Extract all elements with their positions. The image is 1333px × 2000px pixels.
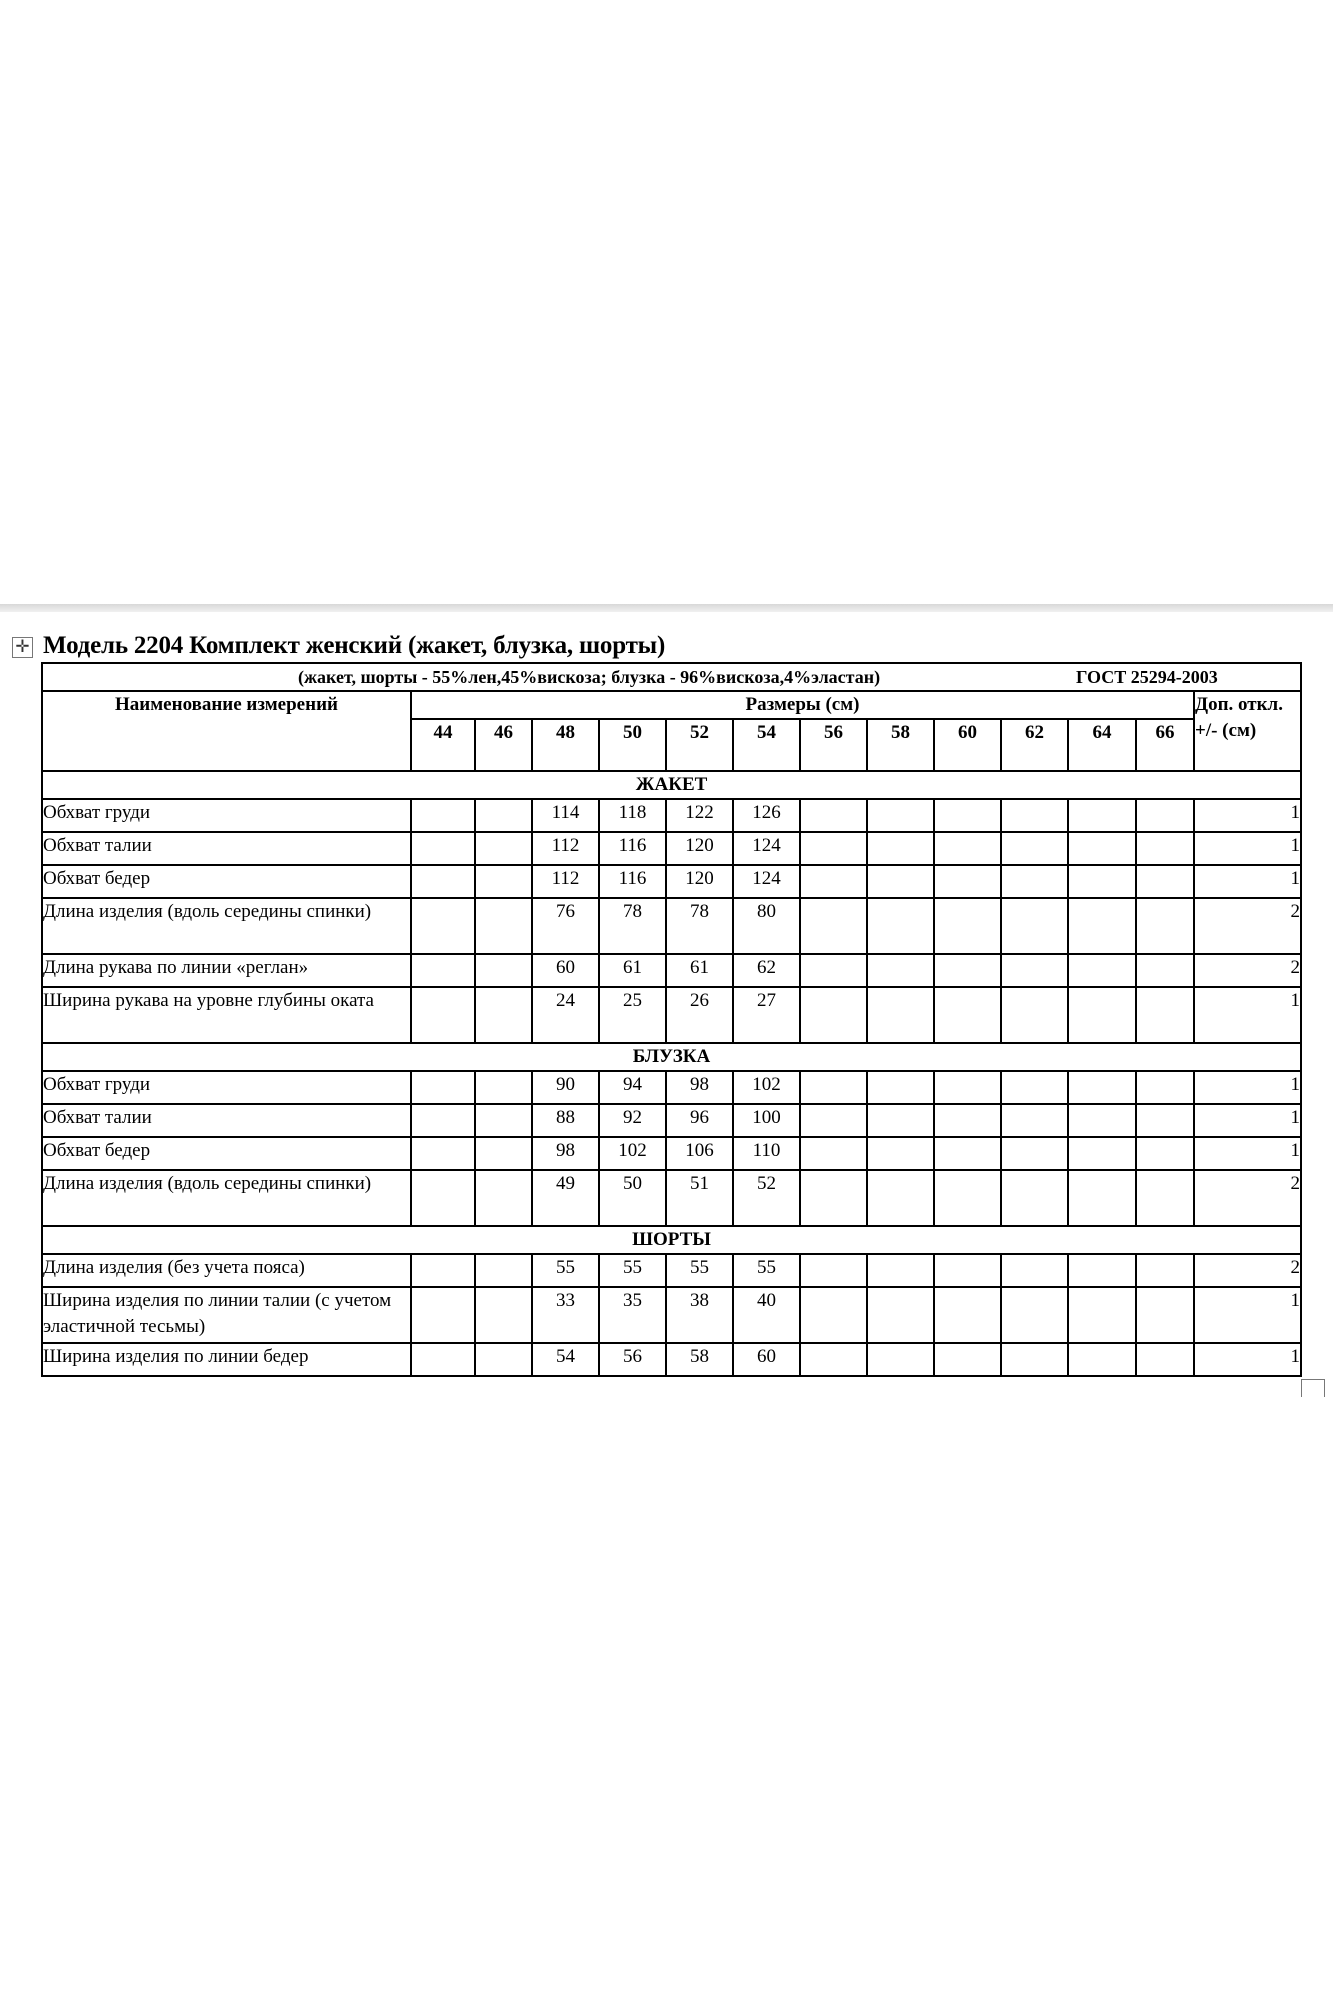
table-row [42,799,1301,832]
value-cell [411,799,475,832]
sizes-header: Размеры (см) [411,691,1194,719]
value-cell [800,1170,867,1226]
value-cell: 54 [532,1343,599,1376]
size-chart-table [41,662,1302,1377]
value-cell: 56 [599,1343,666,1376]
value-cell: 33 [532,1287,599,1343]
measurement-label: Обхват груди [42,799,411,832]
value-cell: 55 [532,1254,599,1287]
value-cell [800,1287,867,1343]
value-cell [475,1170,532,1226]
value-cell [475,1071,532,1104]
size-header-54: 54 [733,719,800,771]
measurement-label: Обхват талии [42,832,411,865]
value-cell: 124 [733,865,800,898]
size-header-60: 60 [934,719,1001,771]
value-cell [1001,1343,1068,1376]
header-row-sizes [42,691,1301,719]
value-cell [867,954,934,987]
value-cell [867,1071,934,1104]
table-row [42,954,1301,987]
value-cell [867,1170,934,1226]
value-cell [867,1137,934,1170]
measurement-label: Длина рукава по линии «реглан» [42,954,411,987]
measurement-label: Длина изделия (без учета пояса) [42,1254,411,1287]
value-cell [1068,865,1136,898]
size-header-50: 50 [599,719,666,771]
value-cell [800,1343,867,1376]
value-cell [800,1254,867,1287]
value-cell: 78 [599,898,666,954]
value-cell [1068,799,1136,832]
tolerance-cell: 1 [1194,987,1301,1043]
size-header-66: 66 [1136,719,1194,771]
value-cell [934,1170,1001,1226]
value-cell [475,954,532,987]
value-cell [1001,987,1068,1043]
value-cell [1136,1137,1194,1170]
value-cell [934,865,1001,898]
value-cell [411,1104,475,1137]
value-cell [867,1343,934,1376]
fabric-composition: (жакет, шорты - 55%лен,45%вискоза; блузка - 96%вискоза,4%эластан) [298,667,881,687]
value-cell [1001,832,1068,865]
value-cell: 76 [532,898,599,954]
value-cell: 52 [733,1170,800,1226]
tolerance-cell: 1 [1194,832,1301,865]
table-resize-handle[interactable] [1301,1379,1325,1397]
measurement-label: Длина изделия (вдоль середины спинки) [42,898,411,954]
table-row [42,898,1301,954]
value-cell: 90 [532,1071,599,1104]
table-row [42,1104,1301,1137]
value-cell [1068,1287,1136,1343]
tolerance-cell: 1 [1194,1071,1301,1104]
value-cell [1136,954,1194,987]
value-cell [867,1254,934,1287]
value-cell [1068,1254,1136,1287]
value-cell [475,1104,532,1137]
value-cell [867,987,934,1043]
value-cell [867,898,934,954]
value-cell [475,865,532,898]
size-header-56: 56 [800,719,867,771]
value-cell [800,1137,867,1170]
value-cell [934,954,1001,987]
table-row [42,1254,1301,1287]
section-title: ЖАКЕТ [42,771,1301,799]
value-cell [1136,799,1194,832]
value-cell: 40 [733,1287,800,1343]
section-title: БЛУЗКА [42,1043,1301,1071]
value-cell [411,987,475,1043]
value-cell [1068,1170,1136,1226]
value-cell [1001,898,1068,954]
tolerance-cell: 2 [1194,954,1301,987]
size-header-46: 46 [475,719,532,771]
value-cell [411,1137,475,1170]
measurement-label: Ширина изделия по линии талии (с учетом эластичной тесьмы) [42,1287,411,1343]
section-row [42,771,1301,799]
value-cell: 61 [666,954,733,987]
measurement-label: Длина изделия (вдоль середины спинки) [42,1170,411,1226]
document-title: Модель 2204 Комплект женский (жакет, блузка, шорты) [43,632,666,659]
value-cell [411,1254,475,1287]
size-header-52: 52 [666,719,733,771]
measurement-label: Обхват талии [42,1104,411,1137]
value-cell: 106 [666,1137,733,1170]
tolerance-cell: 2 [1194,1254,1301,1287]
table-row [42,987,1301,1043]
measurement-name-header: Наименование измерений [42,691,411,771]
value-cell [475,1137,532,1170]
value-cell [934,1343,1001,1376]
table-move-handle-icon[interactable]: ✛ [12,637,33,658]
value-cell [411,1343,475,1376]
value-cell [934,1287,1001,1343]
value-cell: 25 [599,987,666,1043]
value-cell: 51 [666,1170,733,1226]
value-cell: 55 [599,1254,666,1287]
value-cell [800,898,867,954]
value-cell [934,1104,1001,1137]
value-cell [1136,898,1194,954]
section-row [42,1043,1301,1071]
tolerance-cell: 1 [1194,1104,1301,1137]
value-cell: 55 [733,1254,800,1287]
value-cell: 94 [599,1071,666,1104]
tolerance-cell: 2 [1194,1170,1301,1226]
value-cell [1001,1071,1068,1104]
value-cell [1068,1104,1136,1137]
table-row [42,1170,1301,1226]
value-cell: 92 [599,1104,666,1137]
tolerance-cell: 1 [1194,799,1301,832]
value-cell [800,865,867,898]
value-cell: 96 [666,1104,733,1137]
value-cell [1136,865,1194,898]
value-cell [1001,799,1068,832]
value-cell: 100 [733,1104,800,1137]
measurement-label: Обхват бедер [42,1137,411,1170]
value-cell: 88 [532,1104,599,1137]
fabric-cell [42,663,1301,691]
value-cell: 122 [666,799,733,832]
value-cell [800,1071,867,1104]
section-row [42,1226,1301,1254]
value-cell: 49 [532,1170,599,1226]
value-cell [800,832,867,865]
value-cell: 60 [532,954,599,987]
value-cell [1001,1287,1068,1343]
value-cell [475,799,532,832]
value-cell [411,1170,475,1226]
value-cell [1136,1104,1194,1137]
standard-label: ГОСТ 25294-2003 [1076,667,1218,687]
fabric-row [42,663,1301,691]
value-cell [800,954,867,987]
tolerance-cell: 1 [1194,1137,1301,1170]
value-cell: 110 [733,1137,800,1170]
value-cell [1068,1343,1136,1376]
value-cell [1136,1071,1194,1104]
value-cell [1001,1137,1068,1170]
size-header-64: 64 [1068,719,1136,771]
value-cell: 120 [666,865,733,898]
measurement-label: Ширина изделия по линии бедер [42,1343,411,1376]
measurement-label: Обхват бедер [42,865,411,898]
value-cell [475,1343,532,1376]
value-cell [934,987,1001,1043]
value-cell [475,1254,532,1287]
value-cell: 61 [599,954,666,987]
size-header-62: 62 [1001,719,1068,771]
table-row [42,1287,1301,1343]
value-cell: 26 [666,987,733,1043]
table-row [42,1343,1301,1376]
value-cell: 98 [666,1071,733,1104]
value-cell [867,865,934,898]
value-cell [867,799,934,832]
tolerance-cell: 1 [1194,1343,1301,1376]
tolerance-cell: 2 [1194,898,1301,954]
section-title: ШОРТЫ [42,1226,1301,1254]
value-cell: 120 [666,832,733,865]
value-cell: 112 [532,865,599,898]
value-cell [1068,1071,1136,1104]
value-cell [800,1104,867,1137]
size-header-48: 48 [532,719,599,771]
value-cell [934,1254,1001,1287]
value-cell [475,987,532,1043]
value-cell [475,898,532,954]
value-cell [1068,898,1136,954]
value-cell: 126 [733,799,800,832]
value-cell [475,1287,532,1343]
value-cell [800,987,867,1043]
value-cell [475,832,532,865]
value-cell [867,1104,934,1137]
value-cell [1136,987,1194,1043]
value-cell: 116 [599,865,666,898]
value-cell [411,832,475,865]
value-cell [934,898,1001,954]
value-cell [1001,954,1068,987]
value-cell: 55 [666,1254,733,1287]
value-cell [411,898,475,954]
measurement-label: Обхват груди [42,1071,411,1104]
value-cell: 35 [599,1287,666,1343]
tolerance-header: Доп. откл. +/- (см) [1194,691,1301,771]
value-cell [934,832,1001,865]
value-cell [1001,1254,1068,1287]
table-row [42,832,1301,865]
value-cell [867,1287,934,1343]
page-top-edge [0,604,1333,612]
value-cell: 62 [733,954,800,987]
value-cell [411,865,475,898]
value-cell: 60 [733,1343,800,1376]
measurement-label: Ширина рукава на уровне глубины оката [42,987,411,1043]
value-cell [800,799,867,832]
value-cell: 112 [532,832,599,865]
value-cell [1136,1254,1194,1287]
value-cell [934,1071,1001,1104]
size-header-44: 44 [411,719,475,771]
value-cell [1136,1287,1194,1343]
value-cell: 38 [666,1287,733,1343]
value-cell [1068,987,1136,1043]
value-cell [934,799,1001,832]
value-cell [1001,1104,1068,1137]
tolerance-cell: 1 [1194,1287,1301,1343]
value-cell [934,1137,1001,1170]
value-cell: 102 [599,1137,666,1170]
table-row [42,1137,1301,1170]
value-cell: 98 [532,1137,599,1170]
value-cell [1068,954,1136,987]
tolerance-cell: 1 [1194,865,1301,898]
value-cell: 116 [599,832,666,865]
value-cell [1136,832,1194,865]
table-row [42,865,1301,898]
value-cell [1068,832,1136,865]
table-row [42,1071,1301,1104]
value-cell [867,832,934,865]
value-cell: 58 [666,1343,733,1376]
value-cell: 102 [733,1071,800,1104]
value-cell: 124 [733,832,800,865]
value-cell: 50 [599,1170,666,1226]
value-cell [1001,865,1068,898]
value-cell: 118 [599,799,666,832]
value-cell [411,954,475,987]
value-cell [411,1287,475,1343]
value-cell: 24 [532,987,599,1043]
value-cell: 27 [733,987,800,1043]
value-cell [411,1071,475,1104]
value-cell: 114 [532,799,599,832]
value-cell [1001,1170,1068,1226]
value-cell: 80 [733,898,800,954]
value-cell [1068,1137,1136,1170]
value-cell [1136,1343,1194,1376]
size-header-58: 58 [867,719,934,771]
value-cell [1136,1170,1194,1226]
value-cell: 78 [666,898,733,954]
